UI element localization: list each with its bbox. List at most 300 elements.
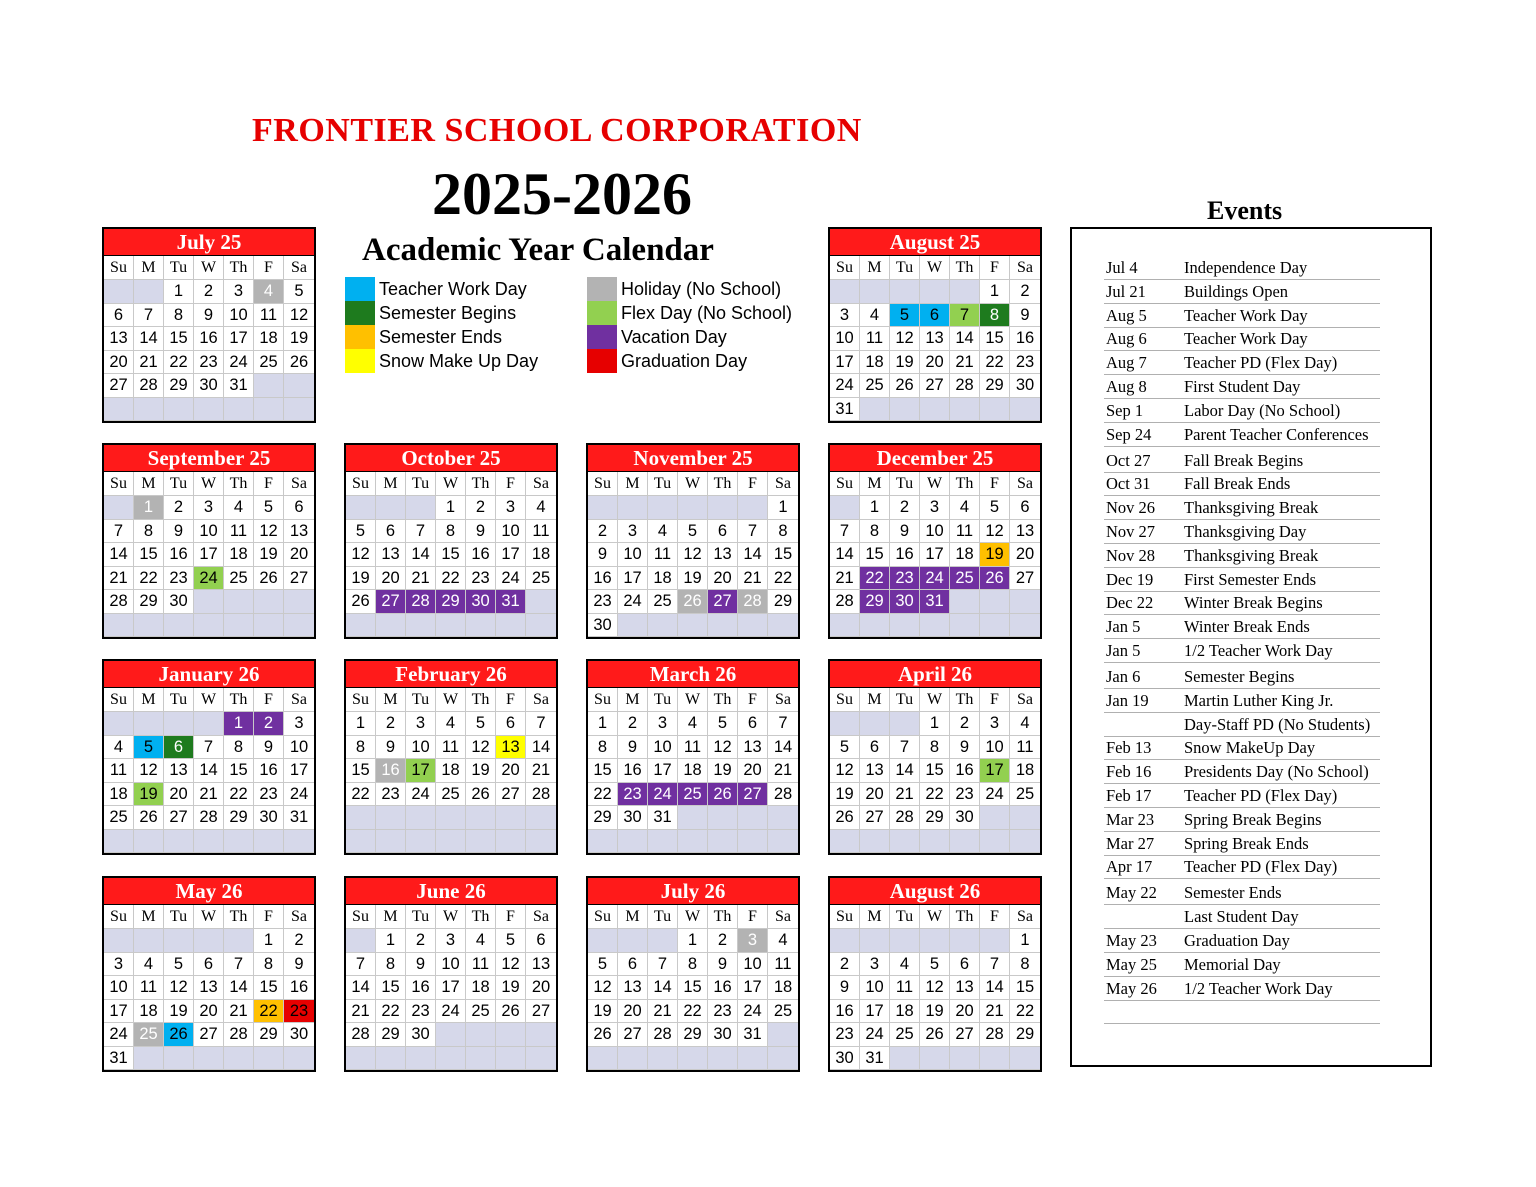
day-cell: 15 — [346, 759, 376, 783]
day-cell: 11 — [254, 304, 284, 328]
weekday-label: Th — [224, 688, 254, 712]
weekday-label: Sa — [1010, 472, 1040, 496]
day-cell: 8 — [588, 736, 618, 760]
day-cell: 6 — [194, 953, 224, 977]
day-cell: 4 — [104, 736, 134, 760]
month-calendar — [586, 876, 800, 1072]
empty-day-cell — [890, 929, 920, 953]
weekday-label: Tu — [648, 905, 678, 929]
legend-item-vacation — [587, 325, 727, 349]
weekday-label: Th — [950, 905, 980, 929]
empty-day-cell — [376, 496, 406, 520]
day-cell: 8 — [980, 304, 1010, 328]
legend-item-graduation — [587, 349, 747, 373]
day-cell: 14 — [890, 759, 920, 783]
empty-day-cell — [134, 614, 164, 638]
day-cell: 7 — [134, 304, 164, 328]
day-cell: 8 — [1010, 953, 1040, 977]
empty-day-cell — [738, 614, 768, 638]
day-cell: 11 — [950, 520, 980, 544]
day-cell: 7 — [890, 736, 920, 760]
event-name: Teacher Work Day — [1184, 329, 1308, 349]
day-cell: 12 — [890, 327, 920, 351]
month-title: June 26 — [346, 878, 556, 905]
day-cell: 28 — [648, 1023, 678, 1047]
weekday-label: Th — [466, 472, 496, 496]
event-name: Last Student Day — [1184, 907, 1299, 927]
day-cell: 26 — [920, 1023, 950, 1047]
day-cell: 28 — [406, 590, 436, 614]
weekday-label: Tu — [890, 256, 920, 280]
empty-day-cell — [526, 1023, 556, 1047]
day-cell: 22 — [436, 567, 466, 591]
day-cell: 8 — [134, 520, 164, 544]
event-name: Teacher PD (Flex Day) — [1184, 786, 1338, 805]
day-cell: 3 — [436, 929, 466, 953]
day-cell: 13 — [708, 543, 738, 567]
event-row — [1104, 952, 1380, 977]
weekday-label: Tu — [164, 472, 194, 496]
day-cell: 4 — [678, 712, 708, 736]
day-cell: 14 — [830, 543, 860, 567]
weekday-label: F — [738, 905, 768, 929]
day-cell: 23 — [588, 590, 618, 614]
day-cell: 19 — [134, 783, 164, 807]
empty-day-cell — [950, 280, 980, 304]
day-cell: 18 — [860, 351, 890, 375]
day-cell: 18 — [648, 567, 678, 591]
weekday-label: Th — [224, 905, 254, 929]
day-cell: 1 — [768, 496, 798, 520]
day-cell: 12 — [496, 953, 526, 977]
month-title: September 25 — [104, 445, 314, 472]
day-cell: 15 — [768, 543, 798, 567]
month-calendar — [344, 443, 558, 639]
day-cell: 5 — [346, 520, 376, 544]
day-cell: 20 — [738, 759, 768, 783]
day-cell: 20 — [104, 351, 134, 375]
day-cell: 23 — [1010, 351, 1040, 375]
weekday-label: F — [980, 905, 1010, 929]
empty-day-cell — [618, 614, 648, 638]
month-title: July 25 — [104, 229, 314, 256]
day-cell: 4 — [466, 929, 496, 953]
empty-day-cell — [618, 496, 648, 520]
event-name: Snow MakeUp Day — [1184, 738, 1316, 758]
event-row — [1104, 999, 1380, 1024]
weekday-label: M — [860, 256, 890, 280]
event-row — [1104, 590, 1380, 615]
day-cell: 28 — [194, 806, 224, 830]
day-cell: 15 — [164, 327, 194, 351]
day-cell: 30 — [830, 1047, 860, 1071]
event-name: Memorial Day — [1184, 954, 1281, 974]
day-cell: 22 — [376, 1000, 406, 1024]
day-cell: 1 — [436, 496, 466, 520]
weekday-label: Tu — [406, 472, 436, 496]
day-cell: 26 — [164, 1023, 194, 1047]
day-cell: 21 — [980, 1000, 1010, 1024]
empty-day-cell — [708, 1047, 738, 1071]
day-cell: 25 — [104, 806, 134, 830]
day-cell: 31 — [830, 398, 860, 422]
weekday-label: Sa — [768, 472, 798, 496]
day-cell: 5 — [708, 712, 738, 736]
weekday-label: W — [920, 472, 950, 496]
empty-day-cell — [678, 1047, 708, 1071]
empty-day-cell — [980, 830, 1010, 854]
empty-day-cell — [830, 712, 860, 736]
day-cell: 13 — [194, 976, 224, 1000]
empty-day-cell — [224, 590, 254, 614]
weekday-label: Th — [950, 256, 980, 280]
weekday-label: Tu — [164, 688, 194, 712]
empty-day-cell — [346, 830, 376, 854]
day-cell: 15 — [134, 543, 164, 567]
day-cell: 31 — [860, 1047, 890, 1071]
day-cell: 11 — [436, 736, 466, 760]
day-cell: 18 — [950, 543, 980, 567]
day-cell: 10 — [830, 327, 860, 351]
day-cell: 29 — [164, 374, 194, 398]
day-cell: 31 — [738, 1023, 768, 1047]
day-cell: 27 — [738, 783, 768, 807]
day-cell: 16 — [254, 759, 284, 783]
empty-day-cell — [104, 398, 134, 422]
day-cell: 11 — [890, 976, 920, 1000]
empty-day-cell — [224, 398, 254, 422]
day-cell: 25 — [526, 567, 556, 591]
empty-day-cell — [194, 830, 224, 854]
weekday-label: Tu — [648, 688, 678, 712]
day-cell: 6 — [1010, 496, 1040, 520]
day-cell: 13 — [496, 736, 526, 760]
day-cell: 6 — [950, 953, 980, 977]
day-cell: 21 — [830, 567, 860, 591]
day-cell: 10 — [618, 543, 648, 567]
day-cell: 5 — [466, 712, 496, 736]
day-cell: 30 — [708, 1023, 738, 1047]
day-cell: 13 — [1010, 520, 1040, 544]
weekday-label: Tu — [890, 905, 920, 929]
day-cell: 26 — [284, 351, 314, 375]
event-row — [1104, 326, 1380, 351]
day-cell: 10 — [436, 953, 466, 977]
day-cell: 19 — [346, 567, 376, 591]
event-date: Mar 27 — [1106, 833, 1155, 853]
event-row — [1104, 350, 1380, 375]
weekday-label: Th — [950, 472, 980, 496]
day-cell: 30 — [284, 1023, 314, 1047]
day-cell: 16 — [588, 567, 618, 591]
day-cell: 12 — [134, 759, 164, 783]
empty-day-cell — [406, 614, 436, 638]
empty-day-cell — [950, 614, 980, 638]
day-cell: 20 — [860, 783, 890, 807]
event-name: Fall Break Begins — [1184, 450, 1304, 470]
month-title: December 25 — [830, 445, 1040, 472]
day-cell: 7 — [224, 953, 254, 977]
weekday-label: F — [980, 472, 1010, 496]
empty-day-cell — [678, 614, 708, 638]
event-date: Sep 24 — [1106, 424, 1152, 444]
weekday-label: W — [436, 688, 466, 712]
day-cell: 10 — [980, 736, 1010, 760]
day-cell: 16 — [376, 759, 406, 783]
day-cell: 10 — [920, 520, 950, 544]
day-cell: 15 — [860, 543, 890, 567]
day-cell: 23 — [950, 783, 980, 807]
month-title: April 26 — [830, 661, 1040, 688]
day-cell: 7 — [830, 520, 860, 544]
legend-label: Snow Make Up Day — [379, 350, 539, 371]
day-cell: 4 — [224, 496, 254, 520]
day-cell: 24 — [980, 783, 1010, 807]
event-name: Spring Break Ends — [1184, 833, 1309, 853]
empty-day-cell — [890, 614, 920, 638]
day-cell: 2 — [254, 712, 284, 736]
empty-day-cell — [376, 830, 406, 854]
weekday-label: Tu — [890, 472, 920, 496]
legend-swatch — [345, 349, 375, 373]
year-title: 2025-2026 — [432, 161, 692, 227]
empty-day-cell — [466, 806, 496, 830]
day-cell: 17 — [980, 759, 1010, 783]
empty-day-cell — [436, 1047, 466, 1071]
day-cell: 5 — [254, 496, 284, 520]
weekday-label: M — [860, 688, 890, 712]
empty-day-cell — [134, 280, 164, 304]
day-cell: 21 — [104, 567, 134, 591]
day-cell: 20 — [708, 567, 738, 591]
legend-swatch — [587, 277, 617, 301]
weekday-label: F — [980, 688, 1010, 712]
weekday-label: Th — [466, 688, 496, 712]
weekday-label: Su — [830, 688, 860, 712]
day-cell: 27 — [104, 374, 134, 398]
day-cell: 25 — [860, 374, 890, 398]
event-name: 1/2 Teacher Work Day — [1184, 641, 1333, 660]
legend-label: Flex Day (No School) — [621, 302, 793, 323]
day-cell: 7 — [768, 712, 798, 736]
month-title: August 26 — [830, 878, 1040, 905]
empty-day-cell — [860, 280, 890, 304]
day-cell: 17 — [618, 567, 648, 591]
day-cell: 19 — [466, 759, 496, 783]
day-cell: 29 — [920, 806, 950, 830]
event-name: Day-Staff PD (No Students) — [1184, 714, 1371, 734]
empty-day-cell — [618, 830, 648, 854]
day-cell: 28 — [980, 1023, 1010, 1047]
day-cell: 19 — [284, 327, 314, 351]
day-cell: 11 — [104, 759, 134, 783]
legend-item-flex — [587, 301, 792, 325]
legend-item-snow — [345, 349, 538, 373]
day-cell: 8 — [436, 520, 466, 544]
day-cell: 11 — [466, 953, 496, 977]
empty-day-cell — [980, 806, 1010, 830]
day-cell: 11 — [526, 520, 556, 544]
day-cell: 26 — [588, 1023, 618, 1047]
month-calendar — [586, 443, 800, 639]
event-row — [1104, 928, 1380, 953]
day-cell: 19 — [980, 543, 1010, 567]
day-cell: 30 — [466, 590, 496, 614]
day-cell: 25 — [466, 1000, 496, 1024]
legend-item-holiday — [587, 277, 781, 301]
day-cell: 5 — [980, 496, 1010, 520]
day-cell: 18 — [134, 1000, 164, 1024]
day-cell: 25 — [436, 783, 466, 807]
event-name: Semester Ends — [1184, 883, 1282, 903]
day-cell: 24 — [194, 567, 224, 591]
empty-day-cell — [768, 1023, 798, 1047]
event-name: Presidents Day (No School) — [1184, 762, 1369, 782]
legend-item-teacher — [345, 277, 527, 301]
empty-day-cell — [860, 614, 890, 638]
empty-day-cell — [526, 614, 556, 638]
day-cell: 25 — [678, 783, 708, 807]
event-date: Oct 31 — [1106, 474, 1151, 494]
event-date: Jan 5 — [1106, 641, 1141, 660]
day-cell: 24 — [224, 351, 254, 375]
day-cell: 18 — [104, 783, 134, 807]
day-cell: 19 — [588, 1000, 618, 1024]
day-cell: 9 — [830, 976, 860, 1000]
month-calendar — [102, 227, 316, 423]
day-cell: 16 — [890, 543, 920, 567]
day-cell: 31 — [104, 1047, 134, 1071]
day-cell: 26 — [134, 806, 164, 830]
day-cell: 17 — [920, 543, 950, 567]
day-cell: 5 — [496, 929, 526, 953]
month-grid — [830, 905, 1040, 1070]
weekday-label: Su — [588, 905, 618, 929]
empty-day-cell — [406, 1047, 436, 1071]
weekday-label: W — [194, 688, 224, 712]
empty-day-cell — [980, 398, 1010, 422]
month-grid — [588, 472, 798, 637]
empty-day-cell — [768, 1047, 798, 1071]
day-cell: 26 — [496, 1000, 526, 1024]
weekday-label: W — [920, 688, 950, 712]
day-cell: 2 — [588, 520, 618, 544]
weekday-label: W — [194, 472, 224, 496]
empty-day-cell — [678, 496, 708, 520]
day-cell: 15 — [224, 759, 254, 783]
empty-day-cell — [104, 712, 134, 736]
day-cell: 13 — [164, 759, 194, 783]
empty-day-cell — [526, 830, 556, 854]
day-cell: 22 — [980, 351, 1010, 375]
empty-day-cell — [860, 929, 890, 953]
event-row — [1104, 448, 1380, 473]
day-cell: 12 — [980, 520, 1010, 544]
empty-day-cell — [164, 929, 194, 953]
event-date: Jan 5 — [1106, 617, 1141, 637]
day-cell: 1 — [254, 929, 284, 953]
empty-day-cell — [254, 374, 284, 398]
event-row — [1104, 567, 1380, 592]
day-cell: 17 — [406, 759, 436, 783]
event-name: Teacher PD (Flex Day) — [1184, 857, 1338, 877]
day-cell: 19 — [164, 1000, 194, 1024]
empty-day-cell — [830, 614, 860, 638]
day-cell: 24 — [436, 1000, 466, 1024]
weekday-label: Tu — [164, 905, 194, 929]
day-cell: 10 — [406, 736, 436, 760]
day-cell: 9 — [284, 953, 314, 977]
day-cell: 5 — [678, 520, 708, 544]
day-cell: 17 — [648, 759, 678, 783]
day-cell: 6 — [708, 520, 738, 544]
day-cell: 21 — [738, 567, 768, 591]
weekday-label: M — [376, 905, 406, 929]
day-cell: 8 — [164, 304, 194, 328]
day-cell: 14 — [950, 327, 980, 351]
day-cell: 14 — [738, 543, 768, 567]
empty-day-cell — [254, 1047, 284, 1071]
weekday-label: Su — [346, 905, 376, 929]
day-cell: 3 — [284, 712, 314, 736]
day-cell: 16 — [406, 976, 436, 1000]
month-title: January 26 — [104, 661, 314, 688]
day-cell: 17 — [104, 1000, 134, 1024]
day-cell: 4 — [436, 712, 466, 736]
day-cell: 12 — [920, 976, 950, 1000]
day-cell: 1 — [980, 280, 1010, 304]
month-title: October 25 — [346, 445, 556, 472]
empty-day-cell — [648, 929, 678, 953]
day-cell: 15 — [254, 976, 284, 1000]
weekday-label: Su — [104, 688, 134, 712]
empty-day-cell — [980, 590, 1010, 614]
month-calendar — [828, 443, 1042, 639]
day-cell: 4 — [526, 496, 556, 520]
day-cell: 27 — [164, 806, 194, 830]
day-cell: 7 — [526, 712, 556, 736]
day-cell: 23 — [708, 1000, 738, 1024]
day-cell: 13 — [376, 543, 406, 567]
day-cell: 9 — [890, 520, 920, 544]
day-cell: 14 — [526, 736, 556, 760]
event-date: May 25 — [1106, 954, 1157, 974]
weekday-label: W — [920, 256, 950, 280]
day-cell: 16 — [1010, 327, 1040, 351]
day-cell: 2 — [194, 280, 224, 304]
day-cell: 9 — [254, 736, 284, 760]
day-cell: 28 — [738, 590, 768, 614]
weekday-label: Tu — [164, 256, 194, 280]
day-cell: 12 — [254, 520, 284, 544]
weekday-label: Th — [708, 905, 738, 929]
day-cell: 26 — [254, 567, 284, 591]
day-cell: 11 — [224, 520, 254, 544]
day-cell: 1 — [376, 929, 406, 953]
day-cell: 4 — [1010, 712, 1040, 736]
event-name: 1/2 Teacher Work Day — [1184, 978, 1333, 998]
day-cell: 6 — [920, 304, 950, 328]
empty-day-cell — [950, 590, 980, 614]
day-cell: 15 — [1010, 976, 1040, 1000]
weekday-label: F — [254, 688, 284, 712]
event-name: Semester Begins — [1184, 667, 1295, 686]
month-grid — [830, 472, 1040, 637]
day-cell: 2 — [164, 496, 194, 520]
day-cell: 23 — [890, 567, 920, 591]
day-cell: 5 — [588, 953, 618, 977]
weekday-label: Th — [224, 256, 254, 280]
